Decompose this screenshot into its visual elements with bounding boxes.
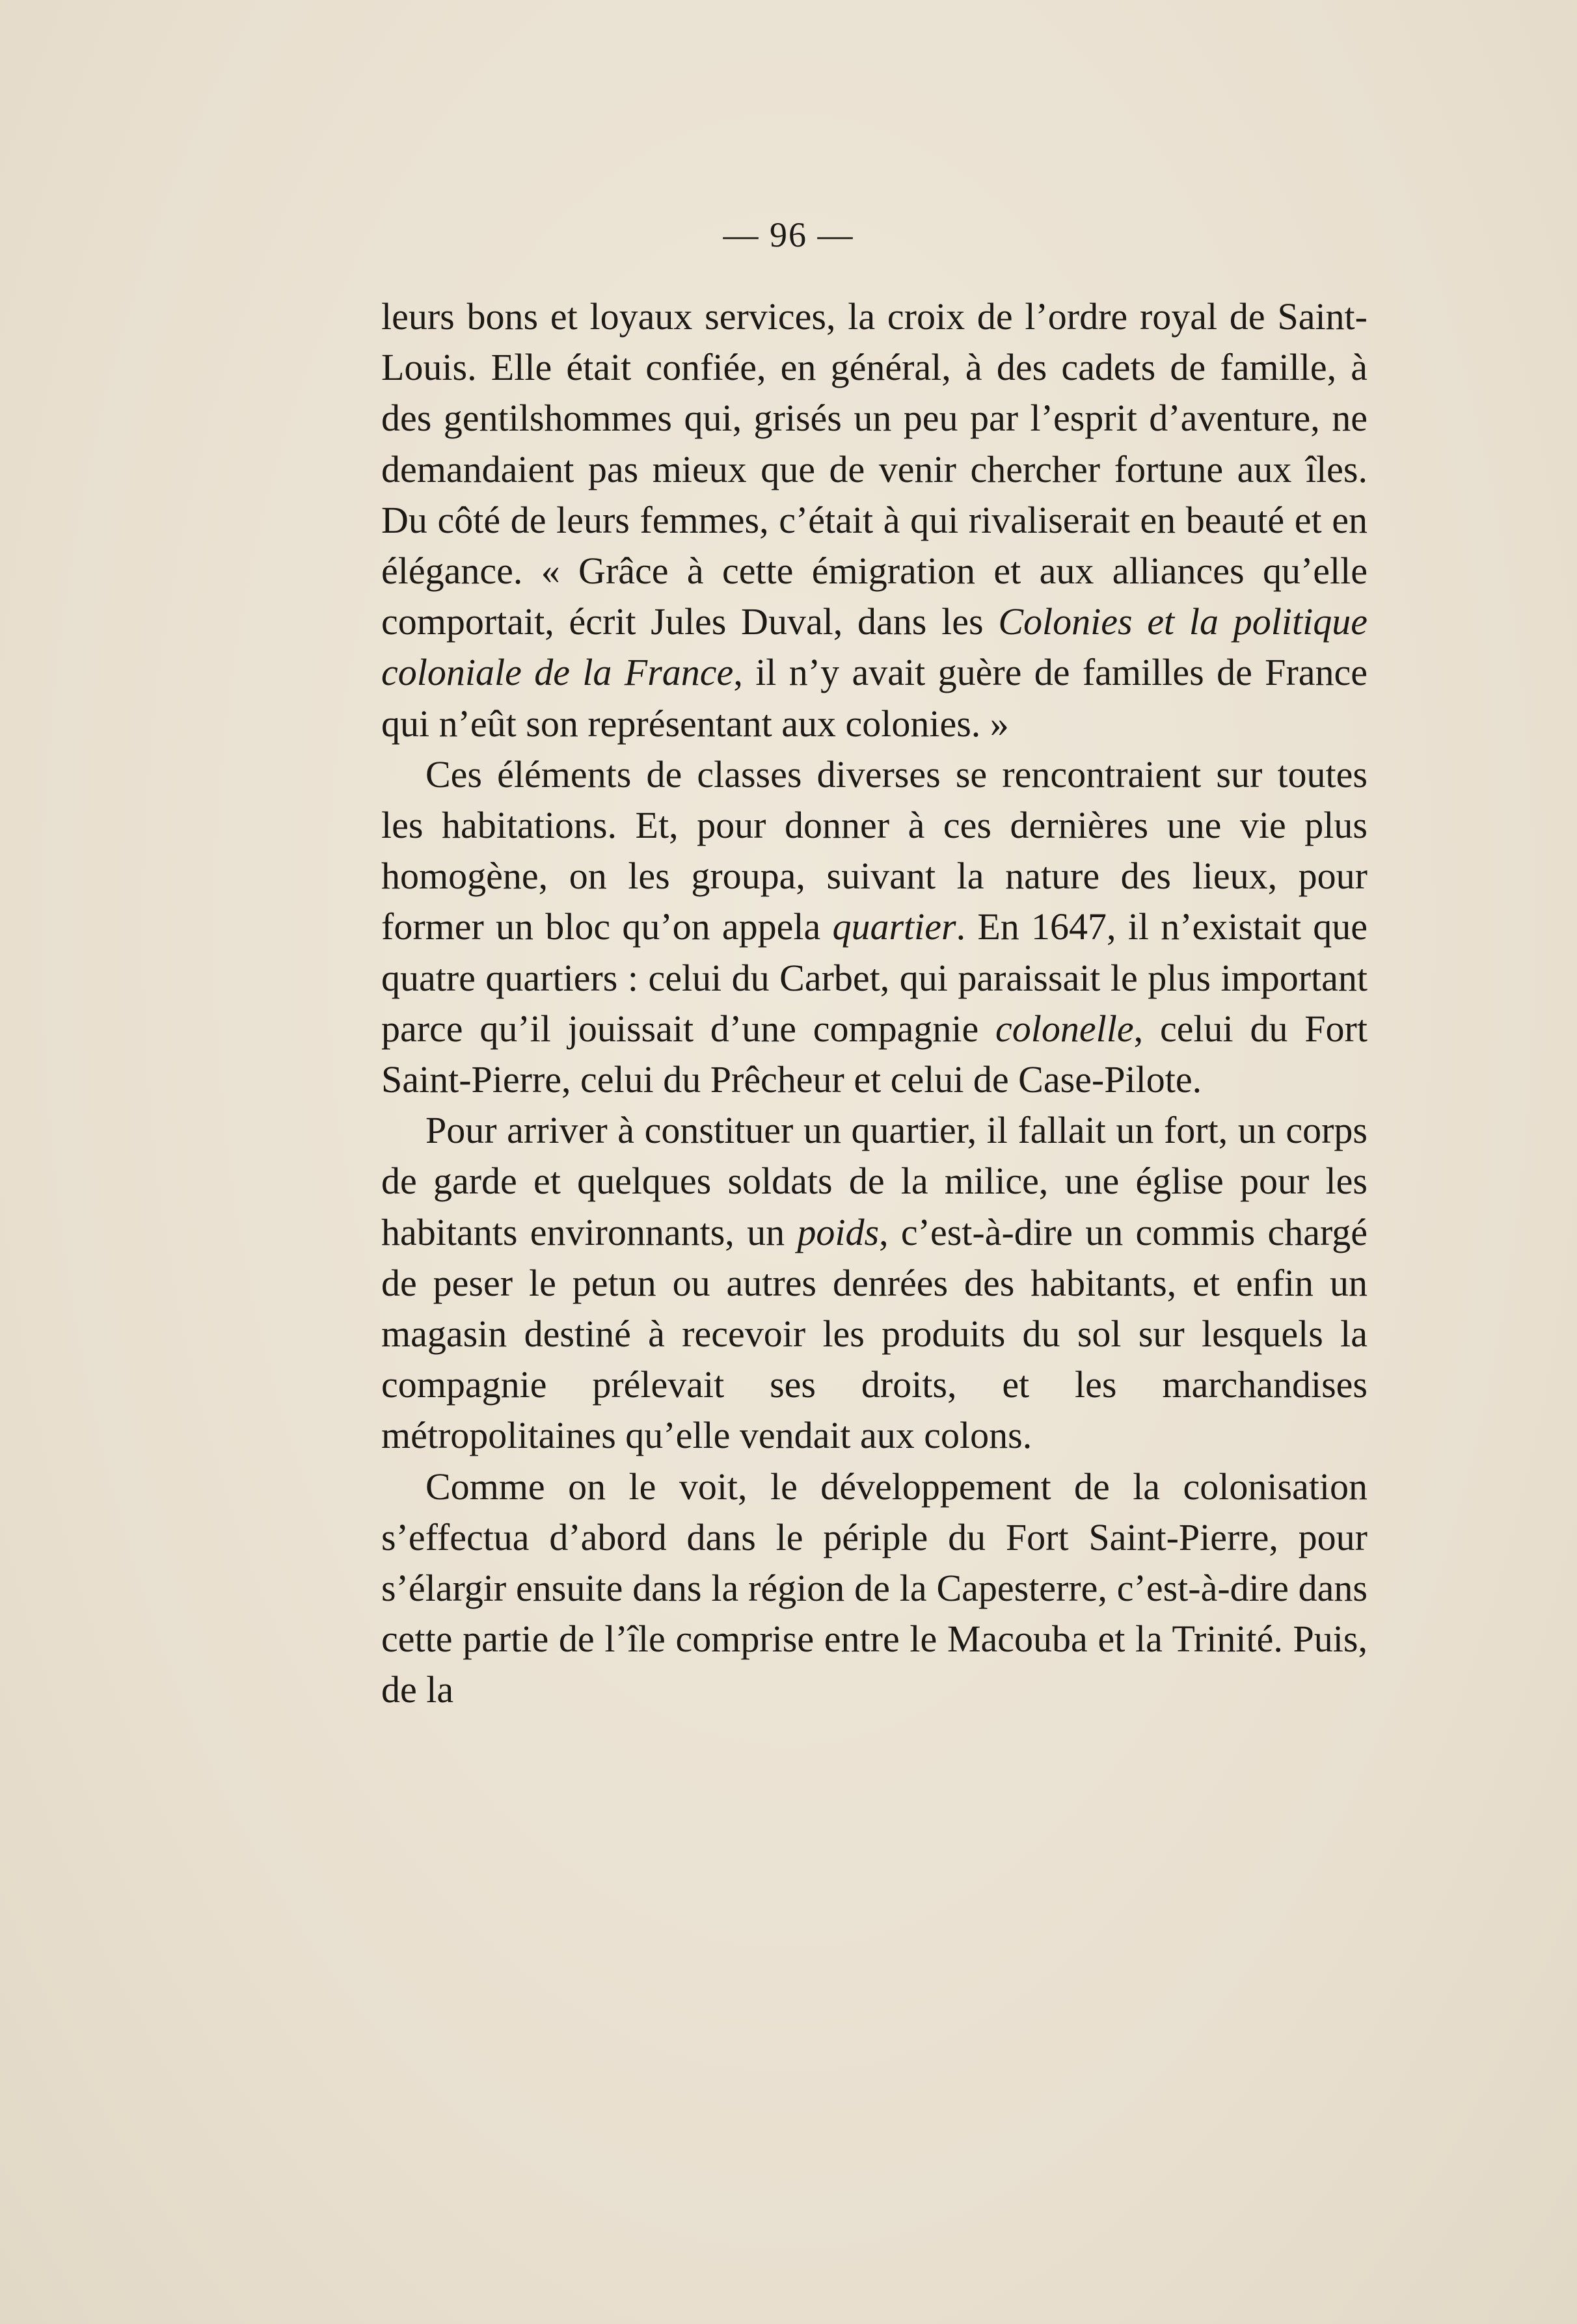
page-number: — 96 — [723, 215, 854, 254]
paragraph-3 [381, 1105, 1368, 1461]
paragraph-1-book-title: Colonies et la politique coloniale de la France [381, 600, 1368, 694]
paragraph-2 [381, 749, 1368, 1105]
paragraph-4 [381, 1462, 1368, 1716]
paragraph-1 [381, 291, 1368, 749]
body-text [381, 291, 1368, 1716]
paragraph-2-italic-colonelle: colonelle [995, 1007, 1134, 1050]
paragraph-3-text-1: Pour arriver à constituer un quartier, il fallait un fort, un corps de garde et quelques soldats de la milice, une église pour les habitants environnants, un [381, 1109, 1368, 1253]
paragraph-1-text-2: , il n’y avait guère de familles de France qui n’eût son représentant aux colonies. » [381, 651, 1368, 745]
paragraph-3-text-2: , c’est-à-dire un commis chargé de peser le petun ou autres denrées des habitants, et enfin un magasin destiné à recevoir les produits du sol sur lesquels la compagnie prélevait ses droits, et les marchandises métropolitaines qu’elle vendait aux colons. [381, 1210, 1368, 1457]
paragraph-2-text-2: . En 1647, il n’existait que quatre quartiers : celui du Carbet, qui paraissait le plus important parce qu’il jouissait d’une compagnie [381, 905, 1368, 1050]
paragraph-1-text-1: leurs bons et loyaux services, la croix de l’ordre royal de Saint-Louis. Elle était confiée, en général, à des cadets de famille, à des gentilshommes qui, grisés un peu par l’esprit d’aventure, ne demandaient pas mieux que de venir chercher fortune aux îles. Du côté de leurs femmes, c’était à qui rivaliserait en beauté et en élégance. « Grâce à cette émigration et aux alliances qu’elle comportait, écrit Jules Duval, dans les [381, 295, 1368, 643]
paragraph-4-text-1: Comme on le voit, le développement de la colonisation s’effectua d’abord dans le périple du Fort Saint-Pierre, pour s’élargir ensuite dans la région de la Capesterre, c’est-à-dire dans cette partie de l’île comprise entre le Macouba et la Trinité. Puis, de la [381, 1465, 1368, 1711]
paragraph-2-text-3: , celui du Fort Saint-Pierre, celui du Prêcheur et celui de Case-Pilote. [381, 1007, 1368, 1101]
paragraph-3-italic-poids: poids [797, 1210, 880, 1253]
paragraph-2-italic-quartier: quartier [832, 905, 956, 948]
paragraph-2-text-1: Ces éléments de classes diverses se rencontraient sur toutes les habitations. Et, pour donner à ces dernières une vie plus homogène, on les groupa, suivant la nature des lieux, pour former un bloc qu’on appela [381, 753, 1368, 948]
